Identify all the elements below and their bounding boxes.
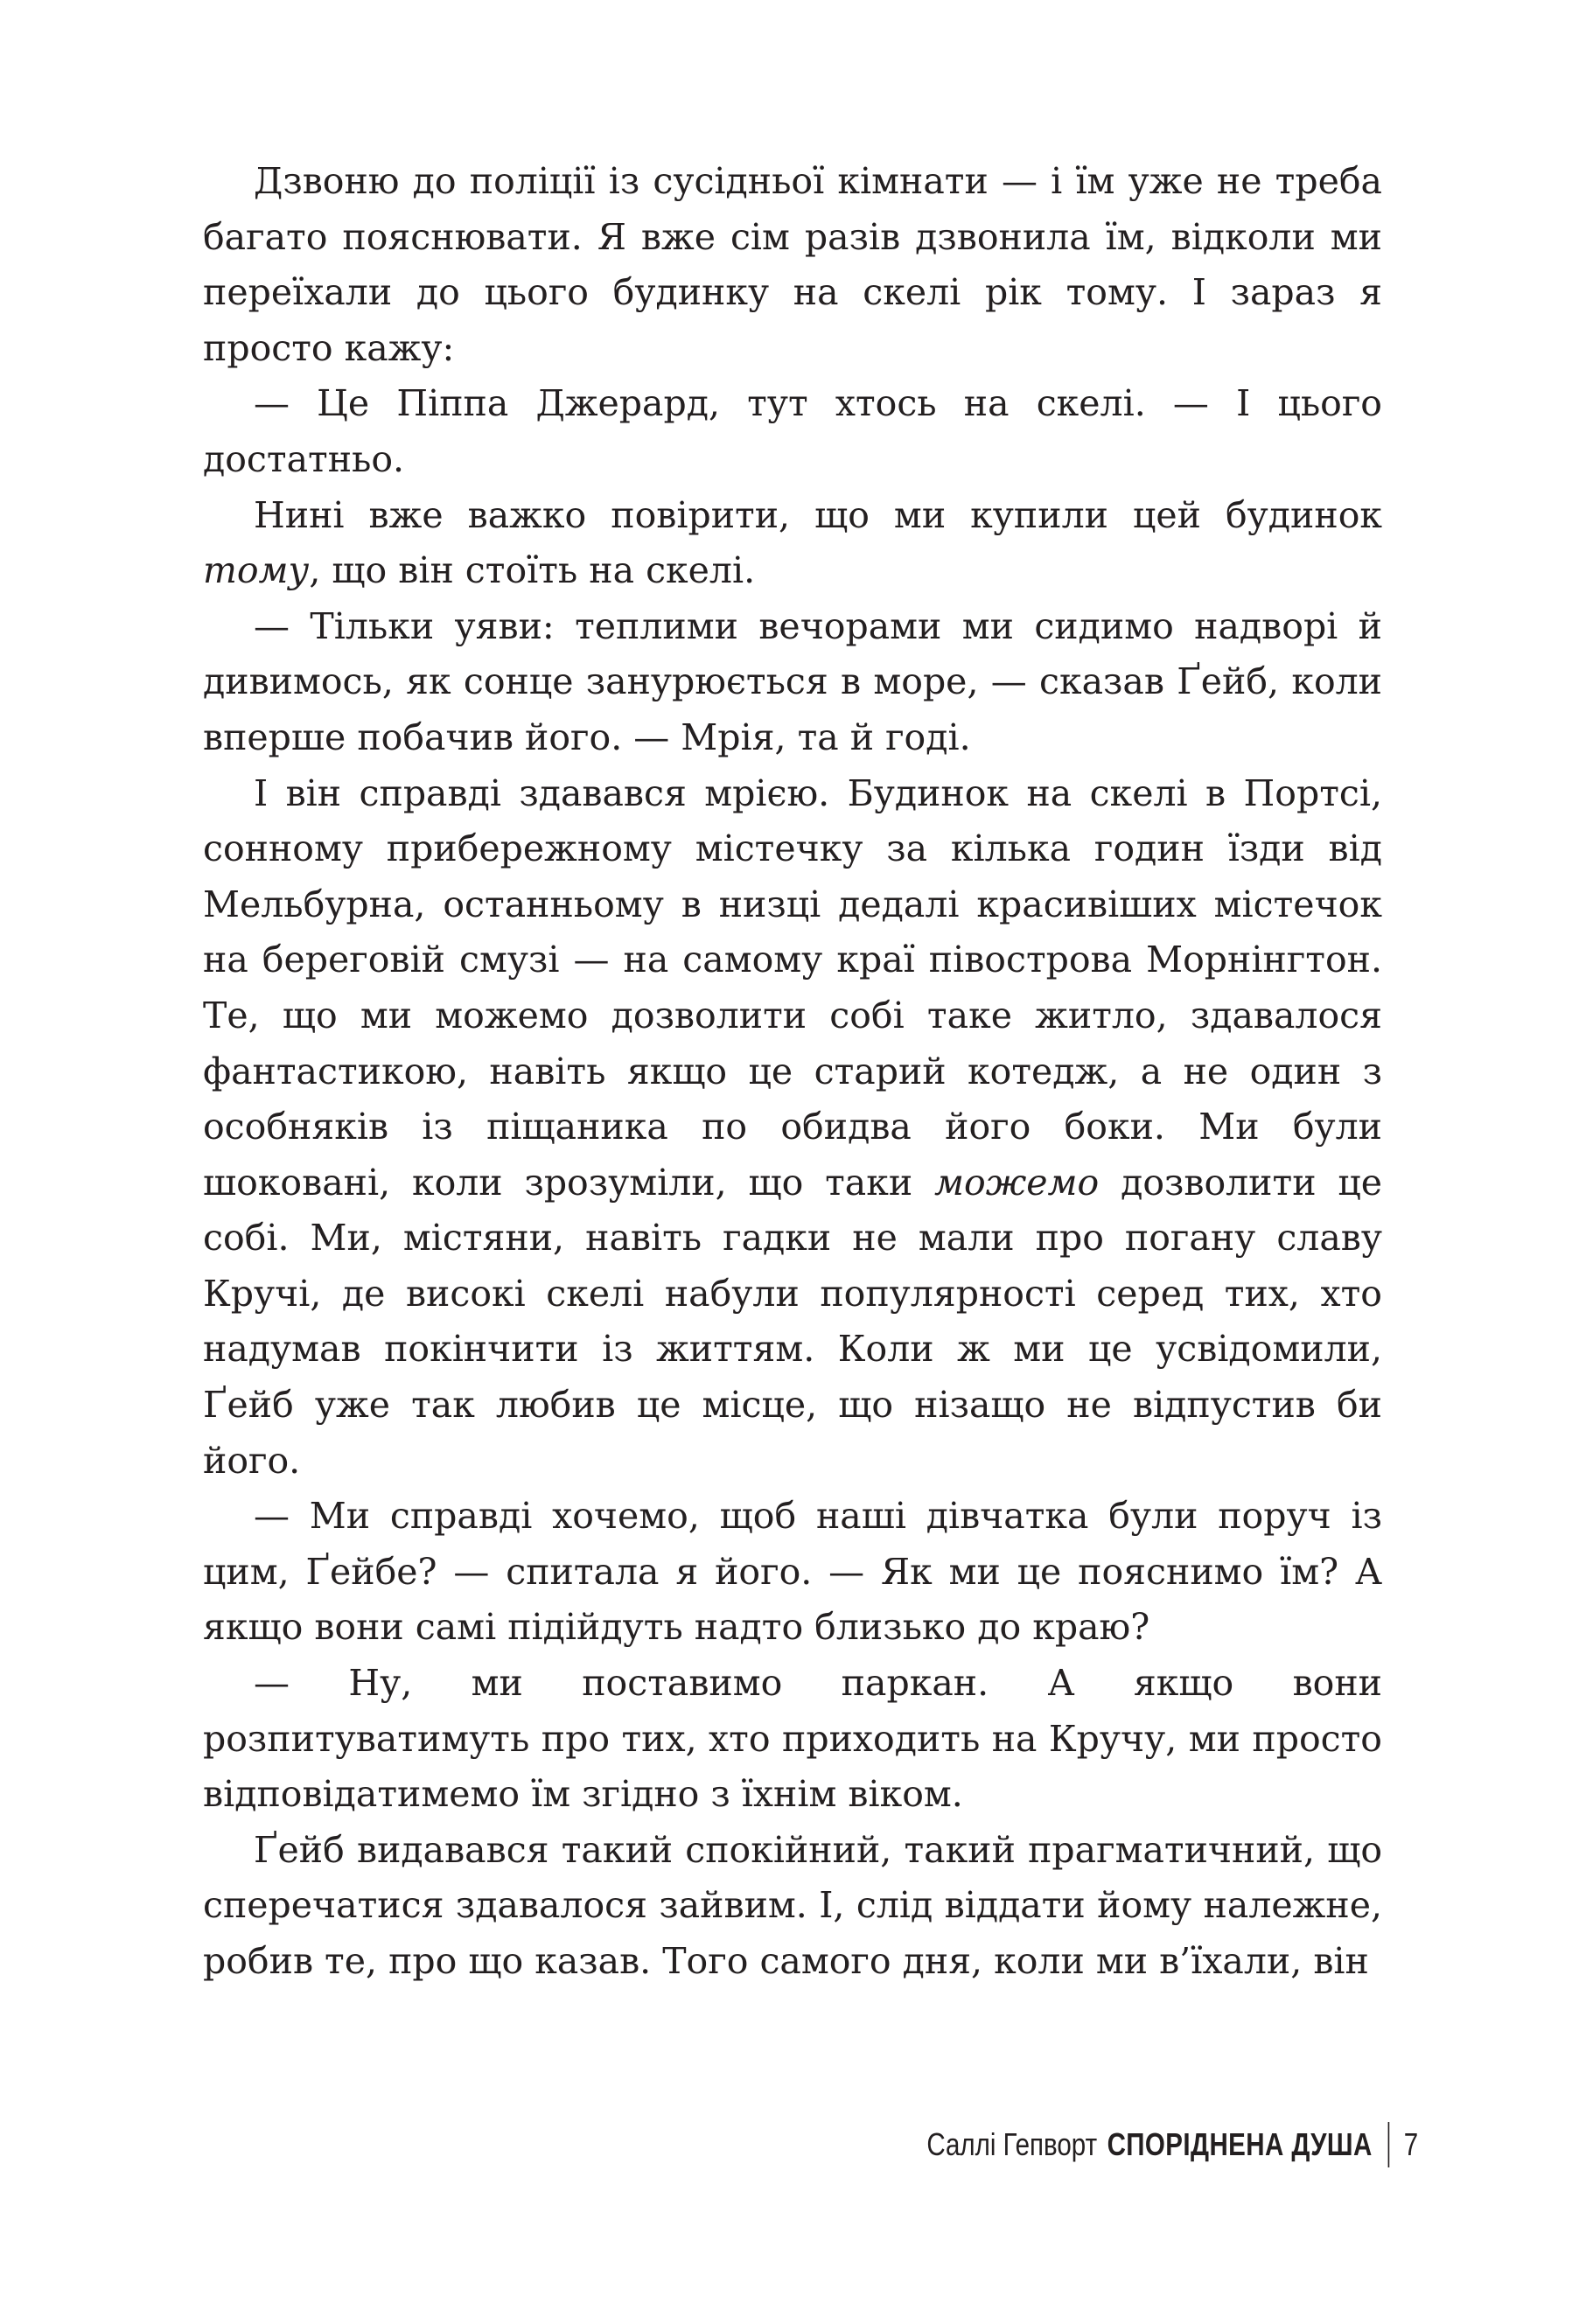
paragraph-text: Нині вже важко повірити, що ми купили цей будинок xyxy=(254,493,1382,536)
paragraph-text: дозволити це собі. Ми, містяни, навіть гадки не мали про погану славу Кручі, де високі скелі набули популярності серед тих, хто надумав покінчити із життям. Коли ж ми це усвідомили, Ґейб уже так любив це місце, що нізащо не відпустив би його. xyxy=(203,1161,1382,1482)
emphasis: тому xyxy=(203,549,310,592)
body-text xyxy=(203,154,1382,1990)
footer-author: Саллі Гепворт xyxy=(926,2126,1097,2162)
page-number: 7 xyxy=(1403,2126,1418,2162)
footer-book-title: СПОРІДНЕНА ДУША xyxy=(1107,2126,1373,2162)
paragraph: — Ну, ми поставимо паркан. А якщо вони розпитуватимуть про тих, хто приходить на Кручу, ми просто відповідатимемо їм згідно з їхнім віком. xyxy=(203,1662,1382,1816)
paragraph: — Це Піппа Джерард, тут хтось на скелі. — І цього достатньо. xyxy=(203,382,1382,480)
paragraph: — Тільки уяви: теплими вечорами ми сидимо надворі й дивимось, як сонце занурюється в море, — сказав Ґейб, коли вперше побачив його. — Мрія, та й годі. xyxy=(203,604,1382,758)
paragraph-text: , що він стоїть на скелі. xyxy=(309,549,756,592)
emphasis: можемо xyxy=(934,1161,1100,1204)
paragraph: Дзвоню до поліції із сусідньої кімнати — і їм уже не треба багато пояснювати. Я вже сім разів дзвонила їм, відколи ми переїхали до цього будинку на скелі рік тому. І зараз я просто кажу: xyxy=(203,160,1382,369)
paragraph: Ґейб видавався такий спокійний, такий прагматичний, що сперечатися здавалося зайвим. І, слід віддати йому належне, робив те, про що казав. Того самого дня, коли ми в’їхали, він xyxy=(203,1828,1382,1982)
running-footer xyxy=(926,2117,1418,2173)
paragraph-text: І він справді здавався мрією. Будинок на скелі в Портсі, сонному прибережному містечку за кілька годин їзди від Мельбурна, останньому в низці дедалі красивіших містечок на береговій смузі — на самому краї півострова Морнінгтон. Те, що ми можемо дозволити собі таке житло, здавалося фантастикою, навіть якщо це старий котедж, а не один з особняків із піщаника по обидва його боки. Ми були шоковані, коли зрозуміли, що таки xyxy=(203,771,1382,1204)
paragraph xyxy=(203,766,1382,1490)
paragraph xyxy=(203,488,1382,599)
footer-separator xyxy=(1388,2122,1390,2167)
paragraph: — Ми справді хочемо, щоб наші дівчатка були поруч із цим, Ґейбе? — спитала я його. — Як ми це пояснимо їм? А якщо вони самі підійдуть надто близько до краю? xyxy=(203,1495,1382,1649)
